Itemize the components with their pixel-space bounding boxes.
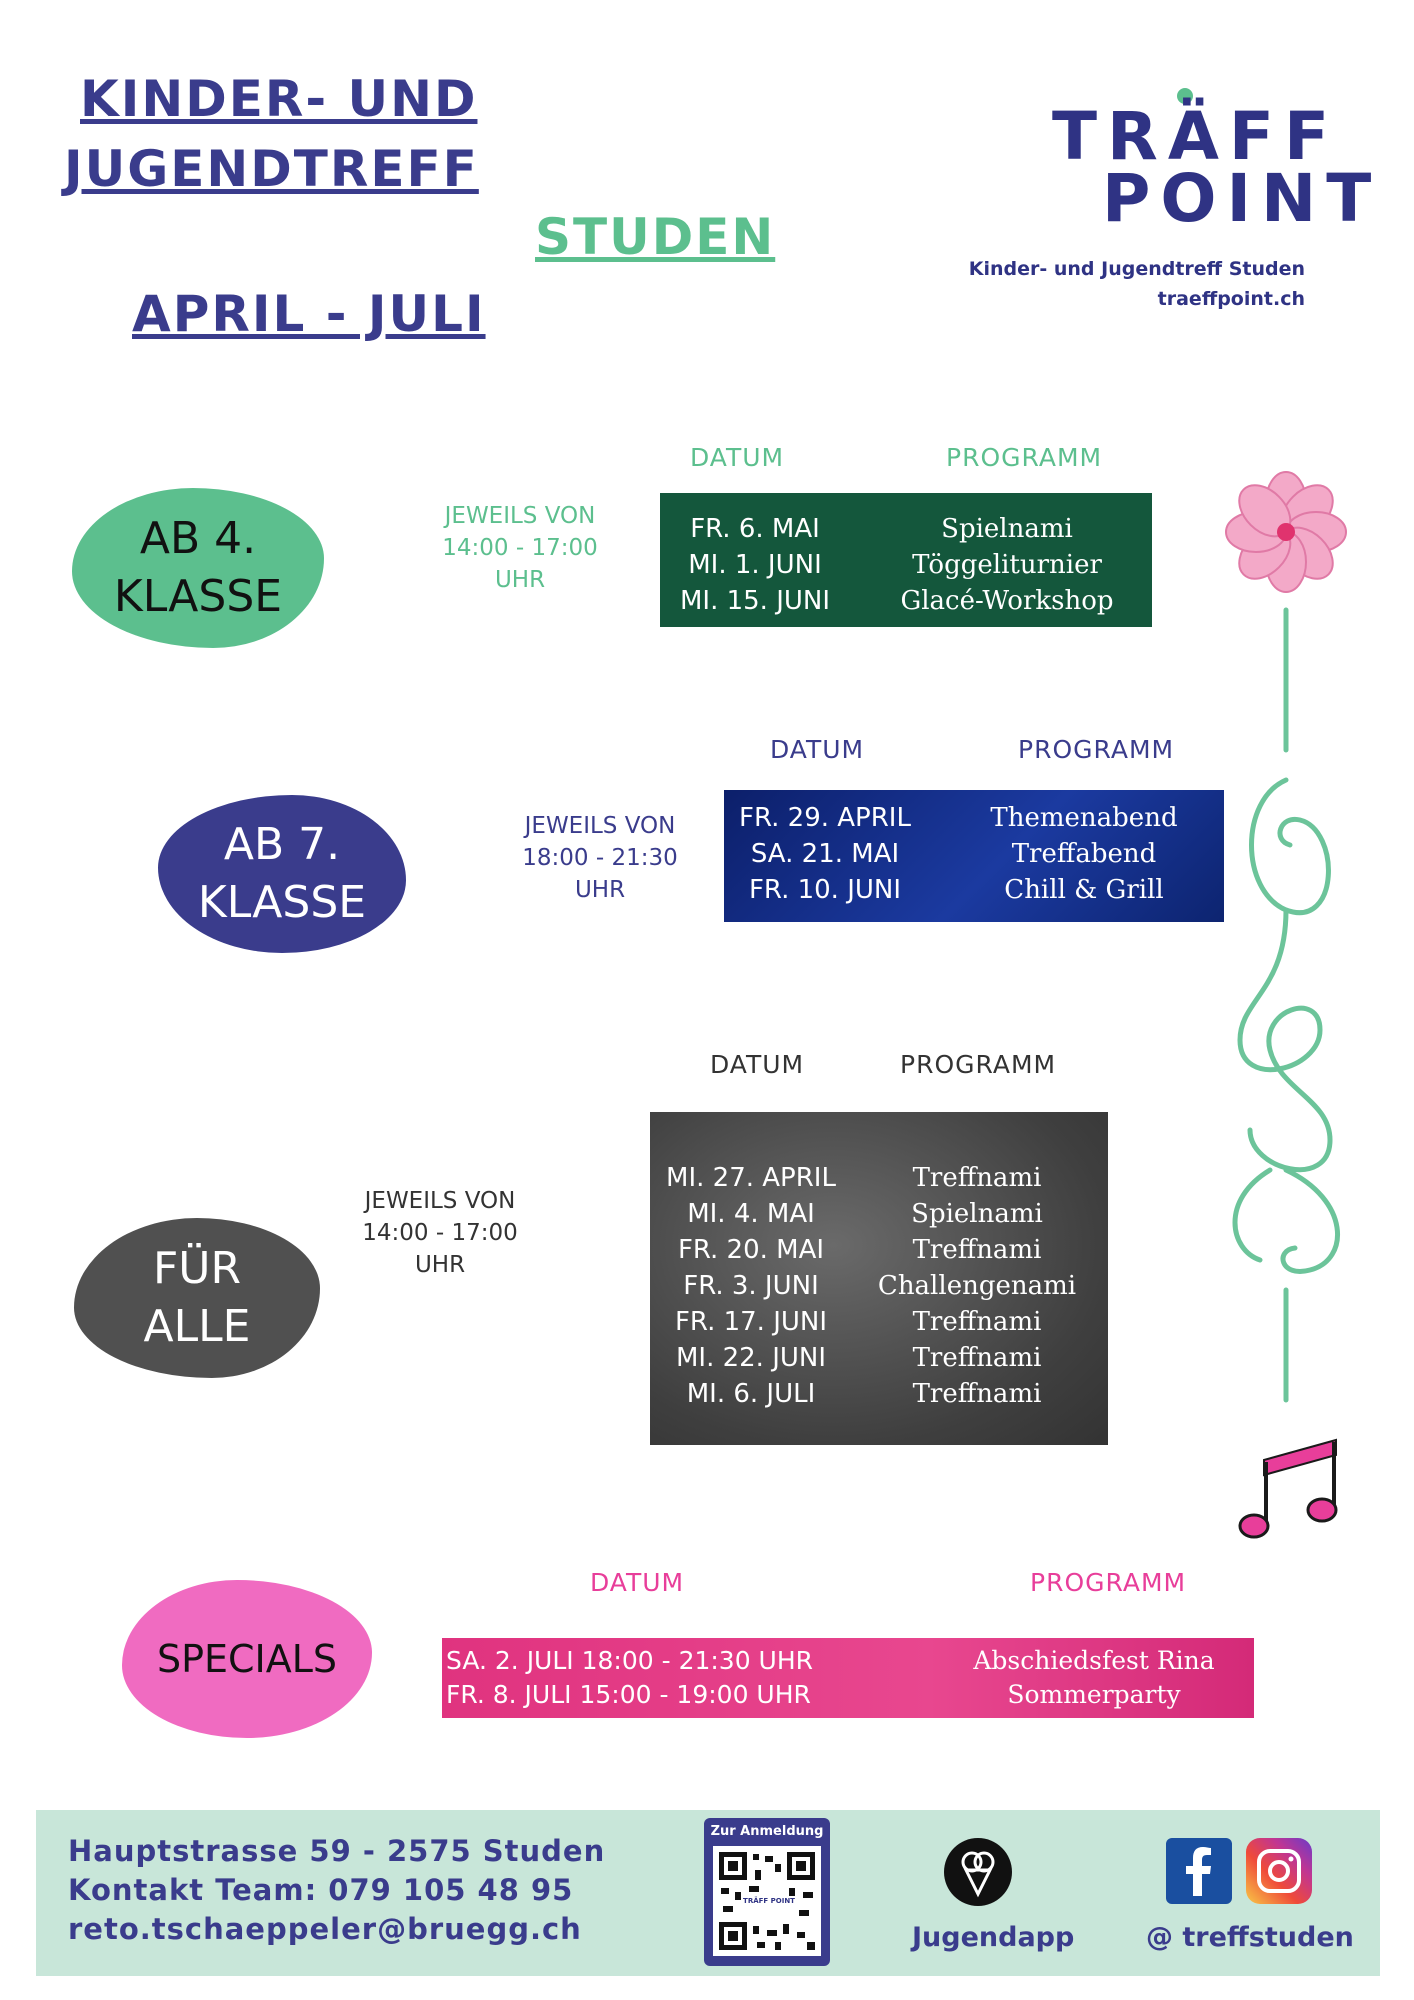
qr-label: Zur Anmeldung	[710, 1824, 824, 1839]
group3-date: FR. 17. JUNI	[674, 1307, 828, 1337]
group3-times-line1: JEWEILS VON	[364, 1188, 516, 1214]
group2-head-date: DATUM	[770, 735, 865, 764]
specials-head-date: DATUM	[590, 1568, 685, 1597]
app-label[interactable]: Jugendapp	[912, 1922, 1075, 1953]
ice-cream-icon[interactable]	[944, 1838, 1012, 1906]
group1-times	[420, 500, 620, 596]
logo-line2: POINT	[1102, 160, 1382, 237]
group1-head-date: DATUM	[690, 443, 785, 472]
group2-schedule-board	[724, 790, 1224, 922]
group2-badge	[158, 795, 406, 953]
group2-times	[500, 810, 700, 906]
group2-times-line3: UHR	[574, 877, 626, 903]
qr-code-card[interactable]	[704, 1818, 830, 1966]
group1-date: MI. 1. JUNI	[688, 550, 822, 580]
group1-badge	[72, 488, 324, 648]
group3-schedule-board	[650, 1112, 1108, 1445]
title-line2: JUGENDTREFF	[64, 140, 479, 198]
specials-program: Sommerparty	[1007, 1680, 1181, 1709]
group3-times	[340, 1185, 540, 1281]
group3-program: Challengenami	[877, 1271, 1077, 1301]
group3-date: FR. 20. MAI	[677, 1235, 825, 1265]
group1-program: Glacé-Workshop	[900, 586, 1114, 616]
logo-website: traeffpoint.ch	[1157, 288, 1305, 310]
group1-badge-line1: AB 4.	[139, 513, 257, 564]
title-period: APRIL - JULI	[132, 285, 486, 343]
group2-badge-line2: KLASSE	[197, 877, 367, 928]
group3-head-date: DATUM	[710, 1050, 805, 1079]
group3-program: Treffnami	[912, 1379, 1042, 1409]
group3-date: FR. 3. JUNI	[683, 1271, 819, 1301]
group1-times-line2: 14:00 - 17:00	[442, 535, 598, 561]
group3-date: MI. 4. MAI	[687, 1199, 815, 1229]
group2-times-line2: 18:00 - 21:30	[522, 845, 678, 871]
instagram-icon[interactable]	[1246, 1838, 1312, 1904]
group3-times-line2: 14:00 - 17:00	[362, 1220, 518, 1246]
qr-code-icon	[713, 1846, 821, 1956]
footer-address: Hauptstrasse 59 - 2575 Studen	[68, 1834, 606, 1868]
group2-date: FR. 10. JUNI	[748, 875, 902, 905]
specials-programs	[944, 1644, 1244, 1718]
footer-contact-block	[68, 1832, 605, 1949]
group3-date: MI. 6. JULI	[686, 1379, 816, 1409]
group2-times-line1: JEWEILS VON	[524, 813, 676, 839]
group3-program: Treffnami	[912, 1307, 1042, 1337]
group3-program: Treffnami	[912, 1343, 1042, 1373]
group2-program: Chill & Grill	[1004, 875, 1164, 905]
specials-badge: SPECIALS	[122, 1580, 372, 1738]
group3-times-line3: UHR	[414, 1252, 466, 1278]
group3-badge	[74, 1218, 320, 1378]
flower-vine-decoration	[1200, 470, 1380, 1540]
vine-swirl	[1235, 610, 1338, 1400]
group2-date: FR. 29. APRIL	[739, 803, 911, 833]
group3-dates	[656, 1160, 846, 1445]
footer-phone[interactable]: Kontakt Team: 079 105 48 95	[68, 1873, 574, 1907]
logo-subtitle: Kinder- und Jugendtreff Studen	[968, 258, 1305, 280]
facebook-icon[interactable]	[1166, 1838, 1232, 1904]
group3-badge-line2: ALLE	[143, 1301, 251, 1352]
group2-dates	[730, 800, 920, 922]
music-note-icon	[1240, 1440, 1336, 1537]
group2-badge-line1: AB 7.	[223, 819, 341, 870]
title-line1: KINDER- UND	[80, 70, 478, 128]
specials-schedule-board	[442, 1638, 1254, 1718]
group3-program: Treffnami	[912, 1163, 1042, 1193]
flower-icon	[1226, 472, 1346, 592]
group3-date: MI. 27. APRIL	[666, 1163, 836, 1193]
group1-head-program: PROGRAMM	[946, 443, 1103, 472]
group1-times-line1: JEWEILS VON	[444, 503, 596, 529]
group1-schedule-board	[660, 493, 1152, 627]
group1-program: Töggeliturnier	[912, 550, 1102, 580]
group1-times-line3: UHR	[494, 567, 546, 593]
group2-head-program: PROGRAMM	[1018, 735, 1175, 764]
specials-program: Abschiedsfest Rina	[973, 1646, 1215, 1675]
group2-programs	[954, 800, 1214, 922]
specials-date: SA. 2. JULI 18:00 - 21:30 UHR	[446, 1646, 814, 1675]
social-label[interactable]: @ treffstuden	[1146, 1922, 1354, 1953]
group3-date: MI. 22. JUNI	[675, 1343, 827, 1373]
group1-date: MI. 15. JUNI	[679, 586, 831, 616]
group3-program: Treffnami	[912, 1235, 1042, 1265]
group3-programs	[852, 1160, 1102, 1445]
specials-dates	[446, 1644, 866, 1718]
group1-dates	[670, 511, 840, 627]
logo-line1: TRÄFF	[1052, 98, 1340, 175]
group1-date: FR. 6. MAI	[690, 514, 820, 544]
group1-program: Spielnami	[941, 514, 1073, 544]
group3-badge-line1: FÜR	[152, 1243, 242, 1294]
title-place: STUDEN	[535, 208, 776, 266]
group3-program: Spielnami	[911, 1199, 1043, 1229]
footer	[36, 1810, 1380, 1976]
qr-inner-label: TRÄFF POINT	[743, 1897, 795, 1905]
group1-badge-line2: KLASSE	[113, 571, 283, 622]
group2-program: Treffabend	[1011, 839, 1157, 869]
group2-program: Themenabend	[990, 803, 1178, 833]
group2-date: SA. 21. MAI	[750, 839, 900, 869]
specials-head-program: PROGRAMM	[1030, 1568, 1187, 1597]
specials-date: FR. 8. JULI 15:00 - 19:00 UHR	[446, 1680, 811, 1709]
group1-programs	[872, 511, 1142, 627]
group3-head-program: PROGRAMM	[900, 1050, 1057, 1079]
footer-email[interactable]: reto.tschaeppeler@bruegg.ch	[68, 1912, 582, 1946]
